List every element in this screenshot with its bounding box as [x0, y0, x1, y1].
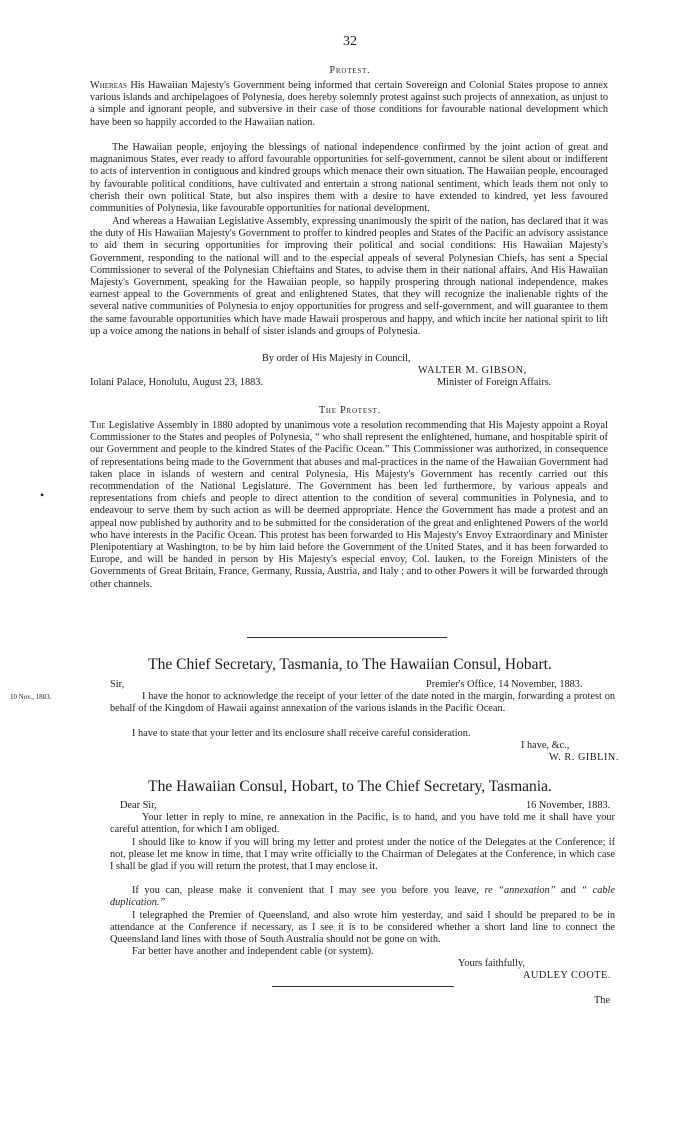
letter-2-date: 16 November, 1883. — [526, 800, 611, 811]
protest-signatory-title: Minister of Foreign Affairs. — [437, 377, 552, 388]
letter-1-salutation: Sir, — [110, 679, 125, 690]
letter-2-paragraph-1: Your letter in reply to mine, re annexation in the Pacific, is to hand, and you have told me it shall have your careful attention, for which I am obliged. — [110, 812, 615, 836]
the-protest-heading: The Protest. — [318, 405, 382, 416]
letter-1-signatory: W. R. GIBLIN. — [549, 752, 619, 763]
the-protest-body: Legislative Assembly in 1880 adopted by unanimous vote a resolution recommending that His Majesty appoint a Royal Commissioner to the States and peoples of Polynesia, “ who shall represent the enlightened, humane, and hospitable spirit of our Government and people to the kindred States of the Pacific Ocean.” This Commissioner was authorized, in consequence of representations being made to the Government that abuses and mal-practices in the name of the Hawaiian Government had taken place in islands of western and central Polynesia, His Majesty's Government has recently carried out this recommendation of the National Legislature. The Government has been led furthermore, by various appeals and representations from chiefs and people to direct attention to the condition of several communities in Polynesia, and to endeavour to serve them by such action as will be deemed appropriate. Hence the Government has made a protest and an appeal now published by authority and to be submitted for the consideration of the great and enlightened Powers of the world who have interests in the Pacific Ocean. This protest has been forwarded to His Majesty's Envoy Extraordinary and Minister Plenipotentiary at Washington, to be by him laid before the Government of the United States, and it has been forwarded to Europe, and will be handed in person by His Majesty's especial envoy, Col. Iauken, to the Foreign Ministers of the Governments of Great Britain, France, Germany, Russia, Austria, and Italy ; and to other Powers it will be forwarded through other channels. — [90, 420, 608, 590]
letter-2-paragraph-4: I telegraphed the Premier of Queensland, and also wrote him yesterday, and said I should be prepared to be in attendance at the Conference if necessary, as I see it is to be considered whether a short land line to connect the Queensland land lines with those of South Australia should not be gone on with. — [110, 910, 615, 946]
letter-2-p3-and: and — [555, 885, 576, 896]
letter-2-p3-re: re “annexation” — [484, 885, 556, 896]
letter-2-salutation: Dear Sir, — [120, 800, 157, 811]
protest-signatory: WALTER M. GIBSON, — [418, 365, 527, 376]
letter-2-closing: Yours faithfully, — [458, 958, 525, 969]
closing-divider — [272, 986, 454, 987]
letter-2-paragraph-3 — [110, 885, 615, 909]
the-protest-lead-word: The — [90, 420, 106, 431]
protest-lead-word: Whereas — [90, 80, 127, 91]
section-divider — [247, 637, 447, 638]
margin-date-note: 10 Nov., 1883. — [10, 693, 52, 701]
protest-p1-text: His Hawaiian Majesty's Government being informed that certain Sovereign and Colonial States propose to annex various islands and archipelagoes of Polynesia, does hereby solemnly protest against such projects of annexation, as unjust to a simple and ignorant people, and subversive in their case of those conditions for favourable national development which have been so happily accorded to the Hawaiian nation. — [90, 80, 608, 128]
letter-2-signatory: AUDLEY COOTE. — [523, 970, 611, 981]
letter-1-heading: The Chief Secretary, Tasmania, to The Hawaiian Consul, Hobart. — [148, 656, 552, 673]
protest-heading: Protest. — [329, 65, 371, 76]
letter-1-closing: I have, &c., — [521, 740, 570, 751]
protest-paragraph-1 — [90, 80, 608, 129]
protest-place-date: Iolani Palace, Honolulu, August 23, 1883. — [90, 377, 264, 388]
the-protest-paragraph — [90, 420, 608, 591]
protest-paragraph-2: The Hawaiian people, enjoying the blessings of national independence confirmed by the joint action of great and magnanimous States, ever ready to afford favourable opportunities for self-government, cannot be silent about or indifferent to acts of intervention in contiguous and kindred groups which menace their own situation. The Hawaiian people, encouraged by favourable political conditions, have cultivated and entertain a strong national sentiment, which leads them not only to cherish their own political State, but also inspires them with a desire to have extended to kindred, yet less favoured communities of Polynesia, like favourable opportunities for national development. — [90, 142, 608, 215]
protest-by-order: By order of His Majesty in Council, — [262, 353, 411, 364]
catchword: The — [594, 995, 611, 1006]
protest-paragraph-3: And whereas a Hawaiian Legislative Assembly, expressing unanimously the spirit of the nation, has declared that it was the duty of His Hawaiian Majesty's Government to proffer to kindred peoples and States of the Pacific an advisory assistance to aid them in securing opportunities for improving their political and social conditions: His Hawaiian Majesty's Government, responding to the national will and to the especial appeals of several Polynesian Chiefs, has sent a Special Commissioner to several of the Polynesian Chieftains and States, to advise them in their national affairs. And His Hawaiian Majesty's Government, speaking for the Hawaiian people, so happily prospering through national independence, makes earnest appeal to the Governments of great and enlightened States, that they will recognize the inalienable rights of the several native communities of Polynesia to enjoy opportunities for progress and self-government, and will guarantee to them the same favourable opportunities which have made Hawaii prosperous and happy, and which incite her national spirit to lift up a voice among the nations in behalf of sister islands and groups of Polynesia. — [90, 216, 608, 337]
letter-2-heading: The Hawaiian Consul, Hobart, to The Chief Secretary, Tasmania. — [148, 778, 552, 795]
letter-2-paragraph-5: Far better have another and independent cable (or system). — [132, 946, 374, 957]
letter-1-paragraph-1: I have the honor to acknowledge the receipt of your letter of the date noted in the margin, forwarding a protest on behalf of the Kingdom of Hawaii against annexation of the various islands in the Pacific Ocean. — [110, 691, 615, 715]
letter-2-p3-cable: “ cable duplication.” — [110, 885, 615, 909]
margin-mark: • — [40, 488, 45, 502]
letter-1-dateline: Premier's Office, 14 November, 1883. — [426, 679, 583, 690]
letter-2-paragraph-2: I should like to know if you will bring my letter and protest under the notice of the Delegates at the Conference; if not, please let me know in time, that I may write officially to the Chairman of Delegates at the Conference, in which case I shall be glad if you will return the protest, that I may enclose it. — [110, 837, 615, 873]
letter-1-paragraph-2: I have to state that your letter and its enclosure shall receive careful consideration. — [132, 728, 471, 739]
letter-2-p3-text: If you can, please make it convenient that I may see you before you leave, — [132, 885, 485, 896]
page-number: 32 — [343, 34, 357, 49]
